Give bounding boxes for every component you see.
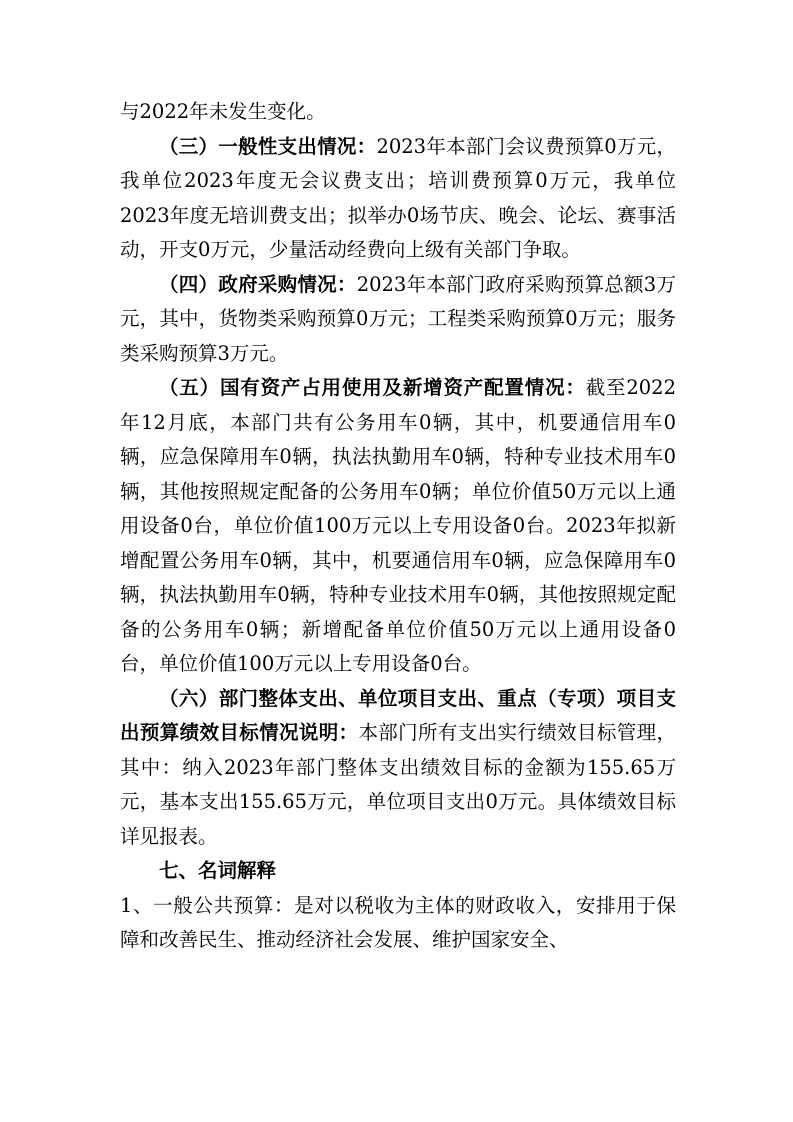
paragraph-state-assets [120, 371, 676, 682]
paragraph-heading: （五）国有资产占用使用及新增资产配置情况： [159, 376, 586, 399]
document-page [120, 95, 676, 958]
paragraph-general-expenditure [120, 130, 676, 268]
paragraph-text: 本部门所有支出实行绩效目标管理，其中：纳入2023年部门整体支出绩效目标的金额为155.65万元，基本支出155.65万元，单位项目支出0万元。具体绩效目标详见报表。 [120, 721, 676, 848]
section-seven-title: 七、名词解释 [159, 859, 277, 882]
paragraph-performance-targets [120, 682, 676, 855]
paragraph-heading: （六）部门整体支出、单位项目支出、重点（专项）项目支出预算绩效目标情况说明： [120, 686, 676, 744]
paragraph-text: 截至2022年12月底，本部门共有公务用车0辆，其中，机要通信用车0辆，应急保障用车0辆，执法执勤用车0辆，特种专业技术用车0辆，其他按照规定配备的公务用车0辆；单位价值50万元以上通用设备0台，单位价值100万元以上专用设备0台。2023年拟新增配置公务用车0辆，其中，机要通信用车0辆，应急保障用车0辆，执法执勤用车0辆，特种专业技术用车0辆，其他按照规定配备的公务用车0辆；新增配备单位价值50万元以上通用设备0台，单位价值100万元以上专用设备0台。 [120, 376, 676, 675]
paragraph-heading: （三）一般性支出情况： [159, 134, 377, 158]
paragraph-text: 2023年本部门会议费预算0万元，我单位2023年度无会议费支出；培训费预算0万元，我单位2023年度无培训费支出；拟举办0场节庆、晚会、论坛、赛事活动，开支0万元，少量活动经费向上级有关部门争取。 [120, 134, 676, 261]
paragraph-heading: （四）政府采购情况： [159, 272, 357, 296]
paragraph-continuation [120, 95, 676, 130]
paragraph-text: 2023年本部门政府采购预算总额3万元，其中，货物类采购预算0万元；工程类采购预算0万元；服务类采购预算3万元。 [120, 272, 676, 365]
paragraph-text: 与2022年未发生变化。 [120, 100, 326, 123]
definition-general-public-budget [120, 889, 676, 958]
definition-text: 1、一般公共预算：是对以税收为主体的财政收入，安排用于保障和改善民生、推动经济社会发展、维护国家安全、 [120, 893, 676, 951]
paragraph-government-procurement [120, 268, 676, 372]
